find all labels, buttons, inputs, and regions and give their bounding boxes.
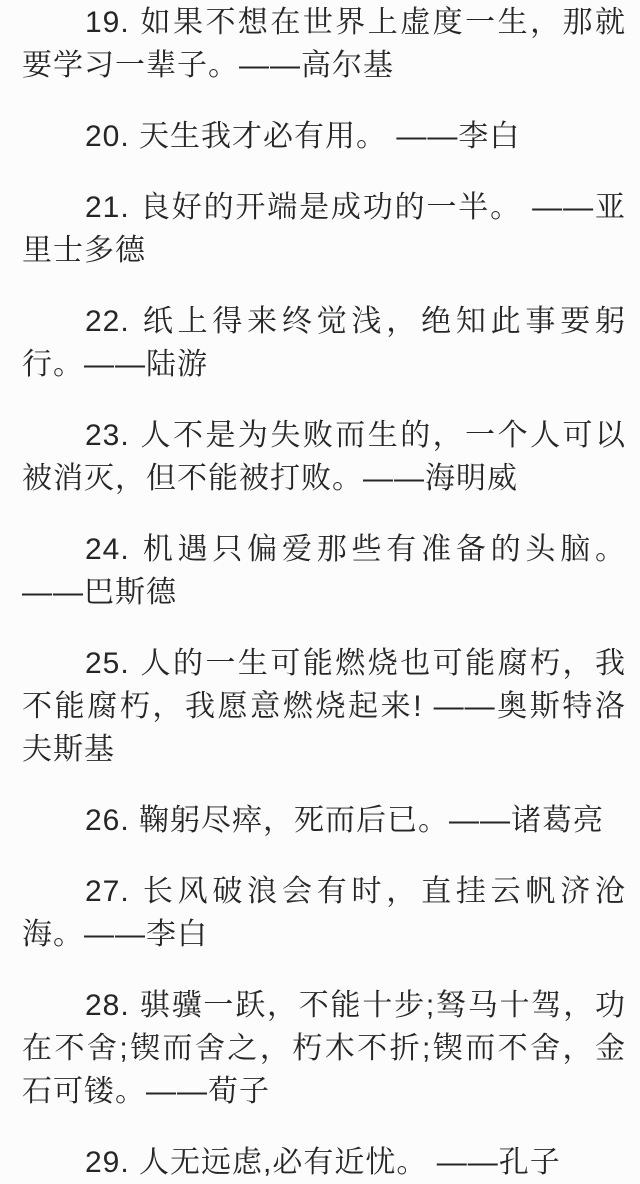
quote-dash: ——	[84, 348, 146, 381]
quote-number: 27.	[85, 875, 143, 908]
quote-paragraph	[22, 799, 626, 842]
quote-text: 人的一生可能燃烧也可能腐朽，我不能腐朽，我愿意燃烧起来!	[22, 647, 627, 723]
quote-number: 25.	[85, 647, 141, 680]
quote-paragraph	[22, 870, 626, 956]
quote-author: 海明威	[425, 462, 518, 495]
quote-dash: ——	[449, 804, 512, 837]
quote-author: 陆游	[146, 348, 208, 381]
quote-dash: ——	[396, 120, 459, 153]
quote-list	[22, 1, 636, 1184]
quote-dash: ——	[363, 462, 425, 495]
quote-paragraph	[22, 186, 626, 272]
quote-dash: ——	[239, 49, 301, 82]
quote-text: 骐骥一跃，不能十步;驽马十驾，功在不舍;锲而舍之，朽木不折;锲而不舍，金石可镂。	[22, 989, 626, 1108]
quote-paragraph	[22, 642, 626, 771]
quote-number: 29.	[85, 1146, 140, 1179]
quote-dash: ——	[433, 690, 496, 723]
quote-paragraph	[22, 528, 636, 614]
quote-dash: ——	[532, 191, 595, 224]
quote-dash: ——	[436, 1146, 499, 1179]
quote-text: 纸上得来终觉浅，绝知此事要躬行。	[22, 305, 626, 381]
quote-number: 23.	[85, 419, 141, 452]
quote-number: 21.	[85, 191, 140, 224]
quote-text: 如果不想在世界上虚度一生，那就要学习一辈子。	[22, 6, 627, 82]
quote-paragraph	[22, 115, 626, 158]
quote-author: 李白	[458, 120, 521, 153]
quote-author: 孔子	[498, 1146, 561, 1179]
quote-text: 鞠躬尽瘁，死而后已。	[139, 804, 450, 837]
quote-number: 19.	[85, 6, 141, 39]
quote-author: 诸葛亮	[511, 804, 605, 837]
quote-paragraph	[22, 1141, 626, 1184]
quote-author: 巴斯德	[84, 576, 177, 609]
quote-author: 高尔基	[301, 49, 394, 82]
quote-author: 亚里士多德	[22, 191, 626, 267]
quote-number: 28.	[85, 989, 140, 1022]
quote-text: 人不是为失败而生的，一个人可以被消灭，但不能被打败。	[22, 419, 627, 495]
quote-number: 20.	[85, 120, 140, 153]
quote-number: 24.	[85, 533, 143, 566]
quote-text: 天生我才必有用。	[139, 120, 397, 153]
quote-text: 人无远虑,必有近忧。	[139, 1146, 437, 1179]
quote-paragraph	[22, 1, 626, 87]
quote-author: 荀子	[208, 1075, 270, 1108]
quote-number: 26.	[85, 804, 140, 837]
quote-paragraph	[22, 300, 626, 386]
quote-dash: ——	[146, 1075, 208, 1108]
quote-author: 李白	[146, 918, 208, 951]
quote-paragraph	[22, 414, 626, 500]
quote-dash: ——	[84, 918, 146, 951]
quote-paragraph	[22, 984, 626, 1113]
quote-text: 机遇只偏爱那些有准备的头脑。	[142, 533, 636, 566]
quote-dash: ——	[22, 576, 84, 609]
quote-author: 奥斯特洛夫斯基	[22, 690, 627, 766]
quote-number: 22.	[85, 305, 143, 338]
quote-text: 长风破浪会有时，直挂云帆济沧海。	[22, 875, 626, 951]
quote-text: 良好的开端是成功的一半。	[139, 191, 533, 224]
